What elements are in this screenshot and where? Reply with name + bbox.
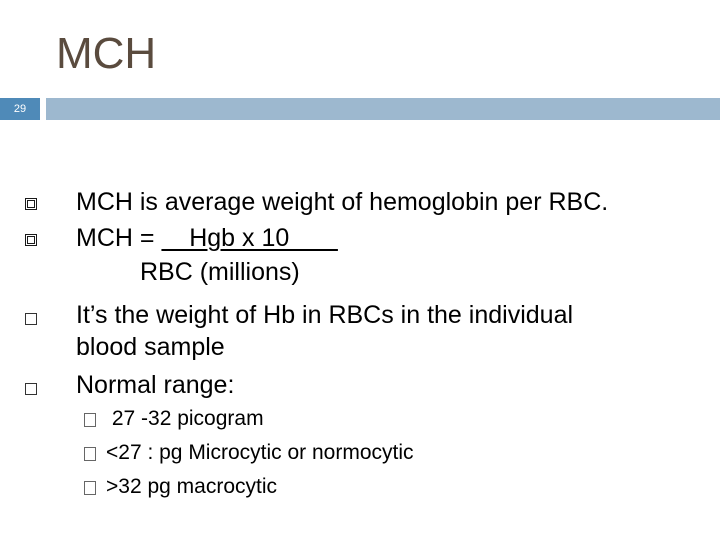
formula-prefix: MCH = [76,224,162,252]
slide-title: MCH [56,29,157,78]
header-bar-right [46,98,720,120]
sub-bullet-icon [84,481,96,495]
slide-number: 29 [13,103,27,115]
bullet-text-description-line1: It’s the weight of Hb in RBCs in the individual [76,301,574,329]
sub-bullet-text-macrocytic: >32 pg macrocytic [106,475,277,498]
bullet-text-description-line2: blood sample [76,333,225,361]
bullet-icon [25,234,37,246]
bullet-icon [25,383,37,395]
bullet-text-definition: MCH is average weight of hemoglobin per RBC. [76,188,609,216]
sub-bullet-icon [84,447,96,461]
sub-bullet-icon [84,413,96,427]
bullet-text-normal-range: Normal range: [76,371,235,399]
bullet-icon [25,198,37,210]
bullet-icon [25,313,37,325]
bullet-text-formula [76,222,338,254]
sub-bullet-text-microcytic: <27 : pg Microcytic or normocytic [106,441,414,464]
formula-denominator: RBC (millions) [140,258,300,286]
formula-numerator: Hgb x 10 [161,224,338,252]
sub-bullet-text-range: 27 -32 picogram [106,407,264,430]
